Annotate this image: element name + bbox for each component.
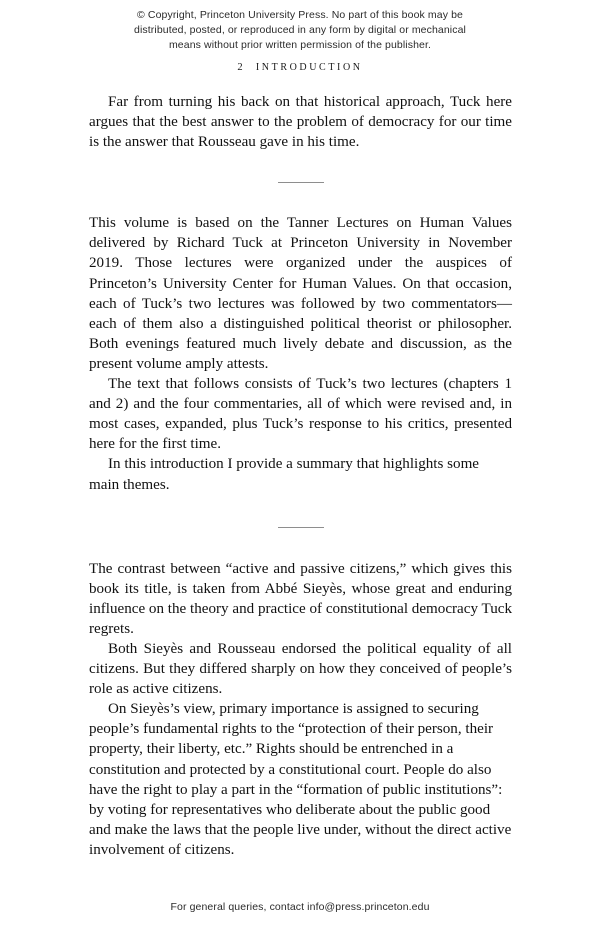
paragraph: On Sieyès’s view, primary importance is assigned to securing people’s fundamental rights to the “protection of their person, their property, their liberty, etc.” Rights should be entrenched in a constitution and protected by a constitutional court. People do also have the right to play a part in the “formation of public institutions”: by voting for representatives who deliberate about the public good and make the laws that the people live under, without the direct active involvement of citizens. — [89, 701, 512, 858]
section-divider-2 — [89, 519, 512, 537]
copyright-line-2: distributed, posted, or reproduced in any form by digital or mechanical — [134, 24, 466, 37]
section-divider-1 — [89, 173, 512, 191]
running-head — [0, 62, 600, 73]
copyright-notice — [90, 8, 510, 54]
copyright-line-3: means without prior written permission of the publisher. — [168, 39, 432, 52]
copyright-line-1: © Copyright, Princeton University Press. No part of this book may be — [137, 9, 463, 21]
section-1 — [89, 92, 512, 152]
page-number: 2 — [237, 62, 243, 73]
divider-rule — [278, 527, 324, 528]
paragraph: This volume is based on the Tanner Lectures on Human Values delivered by Richard Tuck at Princeton University in November 2019. Those lectures were organized under the auspices of Princeton’s University Center for Human Values. On that occasion, each of Tuck’s two lectures was followed by two commentators—each of them also a distinguished political theorist or philosopher. Both evenings featured much lively debate and discussion, as the present volume amply attests. — [89, 215, 512, 372]
section-3 — [89, 559, 512, 860]
text-column — [89, 92, 512, 860]
footer-queries: For general queries, contact info@press.princeton.edu — [170, 901, 430, 913]
paragraph: In this introduction I provide a summary that highlights some main themes. — [89, 456, 480, 493]
paragraph: Far from turning his back on that historical approach, Tuck here argues that the best answer to the problem of democracy for our time is the answer that Rousseau gave in his time. — [89, 94, 512, 151]
section-2 — [89, 213, 512, 494]
running-head-title: INTRODUCTION — [255, 62, 363, 73]
paragraph: Both Sieyès and Rousseau endorsed the political equality of all citizens. But they differed sharply on how they conceived of people’s role as active citizens. — [89, 640, 512, 698]
paragraph: The contrast between “active and passive citizens,” which gives this book its title, is taken from Abbé Sieyès, whose great and enduring influence on the theory and practice of constitutional democracy Tuck regrets. — [89, 560, 512, 637]
divider-rule — [278, 182, 324, 183]
paragraph: The text that follows consists of Tuck’s two lectures (chapters 1 and 2) and the four commentaries, all of which were revised and, in most cases, expanded, plus Tuck’s response to his critics, presented here for the first time. — [89, 376, 512, 453]
